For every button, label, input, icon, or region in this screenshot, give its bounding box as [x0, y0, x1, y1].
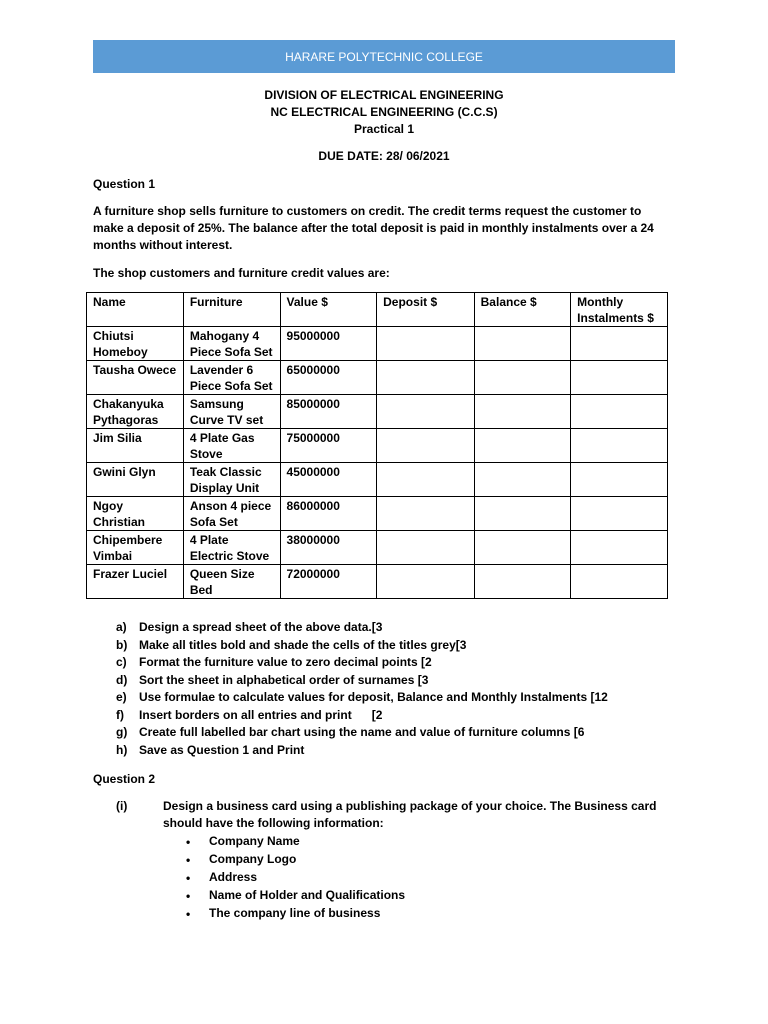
bullet-icon: •	[186, 907, 191, 921]
list-text: Create full labelled bar chart using the name and value of furniture columns [6	[139, 725, 585, 739]
task-list	[116, 620, 608, 760]
cell-name: Tausha Owece	[87, 361, 184, 395]
cell-furniture: Teak Classic Display Unit	[183, 463, 280, 497]
cell-value: 45000000	[280, 463, 377, 497]
cell-balance	[474, 463, 571, 497]
cell-name: Gwini Glyn	[87, 463, 184, 497]
header-name: Name	[87, 293, 184, 327]
cell-furniture: Anson 4 piece Sofa Set	[183, 497, 280, 531]
cell-furniture: Samsung Curve TV set	[183, 395, 280, 429]
cell-monthly	[571, 395, 668, 429]
cell-value: 85000000	[280, 395, 377, 429]
cell-furniture: 4 Plate Gas Stove	[183, 429, 280, 463]
list-item	[186, 906, 405, 924]
bullet-icon: •	[186, 853, 191, 867]
business-card-requirements	[186, 834, 405, 924]
bullet-icon: •	[186, 871, 191, 885]
cell-furniture: 4 Plate Electric Stove	[183, 531, 280, 565]
cell-value: 65000000	[280, 361, 377, 395]
intro-line-2: make a deposit of 25%. The balance after the total deposit is paid in monthly instalments over a 24	[93, 221, 654, 235]
cell-value: 38000000	[280, 531, 377, 565]
cell-balance	[474, 497, 571, 531]
list-item	[116, 655, 608, 673]
table-row	[87, 565, 668, 599]
list-item	[116, 708, 608, 726]
table-row	[87, 395, 668, 429]
list-text: Name of Holder and Qualifications	[209, 888, 406, 902]
list-text: Company Name	[209, 834, 300, 848]
list-text: Insert borders on all entries and print [2	[139, 707, 383, 722]
question1-title: Question 1	[93, 177, 156, 191]
table-row	[87, 361, 668, 395]
due-date: DUE DATE: 28/ 06/2021	[318, 149, 450, 163]
table-header-row	[87, 293, 668, 327]
list-marker: f)	[116, 707, 124, 722]
cell-name: Ngoy Christian	[87, 497, 184, 531]
list-item	[116, 620, 608, 638]
cell-deposit	[377, 395, 475, 429]
cell-monthly	[571, 463, 668, 497]
item-line-2: should have the following information:	[163, 816, 384, 830]
cell-monthly	[571, 429, 668, 463]
cell-value: 95000000	[280, 327, 377, 361]
cell-deposit	[377, 361, 475, 395]
cell-balance	[474, 361, 571, 395]
cell-balance	[474, 327, 571, 361]
cell-monthly	[571, 565, 668, 599]
cell-monthly	[571, 361, 668, 395]
table-row	[87, 497, 668, 531]
list-item	[186, 834, 405, 852]
list-item	[116, 725, 608, 743]
college-banner	[93, 40, 675, 73]
division-title: DIVISION OF ELECTRICAL ENGINEERING	[264, 88, 504, 102]
list-text: Design a spread sheet of the above data.[3	[139, 620, 383, 634]
list-marker: d)	[116, 672, 128, 687]
header-deposit: Deposit $	[377, 293, 475, 327]
cell-name: Chipembere Vimbai	[87, 531, 184, 565]
cell-deposit	[377, 565, 475, 599]
cell-value: 86000000	[280, 497, 377, 531]
practical-title: Practical 1	[353, 122, 415, 136]
bullet-icon: •	[186, 889, 191, 903]
cell-balance	[474, 531, 571, 565]
list-text: The company line of business	[209, 906, 381, 920]
question1-intro	[93, 203, 668, 254]
cell-deposit	[377, 327, 475, 361]
intro-line-1: A furniture shop sells furniture to customers on credit. The credit terms request the customer to	[93, 204, 642, 218]
intro-line-3: months without interest.	[93, 238, 233, 252]
cell-deposit	[377, 429, 475, 463]
cell-balance	[474, 565, 571, 599]
list-item	[186, 888, 405, 906]
list-item	[186, 852, 405, 870]
list-item	[186, 870, 405, 888]
table-row	[87, 531, 668, 565]
list-item	[116, 673, 608, 691]
cell-deposit	[377, 463, 475, 497]
cell-balance	[474, 395, 571, 429]
list-marker: a)	[116, 620, 127, 634]
list-item	[116, 638, 608, 656]
list-item	[116, 743, 608, 761]
cell-furniture: Lavender 6 Piece Sofa Set	[183, 361, 280, 395]
bullet-icon: •	[186, 835, 191, 849]
cell-balance	[474, 429, 571, 463]
list-marker: c)	[116, 655, 127, 669]
cell-value: 72000000	[280, 565, 377, 599]
list-item	[116, 690, 608, 708]
table-row	[87, 327, 668, 361]
table-row	[87, 463, 668, 497]
cell-furniture: Mahogany 4 Piece Sofa Set	[183, 327, 280, 361]
list-text: Sort the sheet in alphabetical order of surnames [3	[139, 672, 429, 687]
list-text: Format the furniture value to zero decimal points [2	[139, 655, 432, 669]
header-value: Value $	[280, 293, 377, 327]
list-marker: h)	[116, 742, 128, 757]
list-text: Save as Question 1 and Print	[139, 742, 305, 757]
table-row	[87, 429, 668, 463]
credit-table	[86, 292, 668, 599]
list-marker: e)	[116, 690, 127, 704]
cell-name: Jim Silia	[87, 429, 184, 463]
cell-value: 75000000	[280, 429, 377, 463]
cell-deposit	[377, 497, 475, 531]
cell-name: Chakanyuka Pythagoras	[87, 395, 184, 429]
list-marker: g)	[116, 725, 128, 739]
header-furniture: Furniture	[183, 293, 280, 327]
cell-monthly	[571, 497, 668, 531]
item-marker: (i)	[116, 799, 128, 813]
course-title: NC ELECTRICAL ENGINEERING (C.C.S)	[270, 105, 498, 119]
item-line-1: Design a business card using a publishing package of your choice. The Business card	[163, 799, 657, 813]
list-text: Use formulae to calculate values for deposit, Balance and Monthly Instalments [12	[139, 690, 608, 704]
list-text: Make all titles bold and shade the cells of the titles grey[3	[139, 637, 467, 652]
list-marker: b)	[116, 637, 128, 652]
cell-furniture: Queen Size Bed	[183, 565, 280, 599]
list-text: Address	[209, 870, 258, 884]
header-monthly: Monthly Instalments $	[571, 293, 668, 327]
item-text	[163, 798, 663, 832]
cell-monthly	[571, 327, 668, 361]
list-text: Company Logo	[209, 852, 297, 866]
cell-name: Chiutsi Homeboy	[87, 327, 184, 361]
table-intro: The shop customers and furniture credit values are:	[93, 266, 390, 280]
question2-title: Question 2	[93, 772, 156, 786]
cell-name: Frazer Luciel	[87, 565, 184, 599]
header-balance: Balance $	[474, 293, 571, 327]
cell-monthly	[571, 531, 668, 565]
college-name: HARARE POLYTECHNIC COLLEGE	[285, 49, 483, 64]
cell-deposit	[377, 531, 475, 565]
